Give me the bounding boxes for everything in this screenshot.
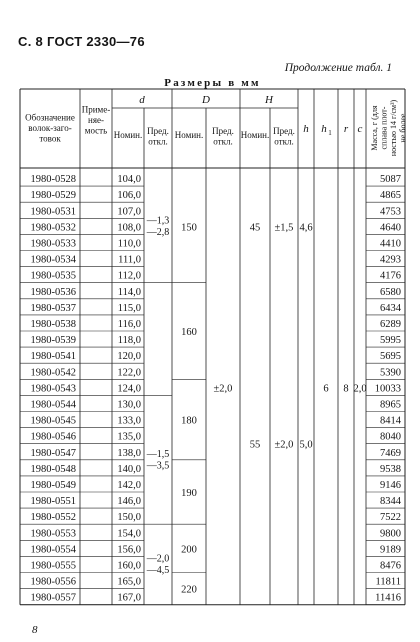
- row-d-nominal: 133,0: [117, 415, 141, 427]
- D-nominal-value: 180: [181, 415, 197, 427]
- mass-header: ностью 14 г/см³): [389, 99, 398, 157]
- row-d-nominal: 146,0: [117, 496, 141, 508]
- row-designation: 1980-0556: [30, 576, 76, 588]
- row-designation: 1980-0534: [30, 254, 76, 266]
- row-mass: 8476: [380, 560, 401, 572]
- row-designation: 1980-0544: [30, 399, 76, 411]
- row-mass: 4176: [380, 270, 401, 282]
- row-d-nominal: 154,0: [117, 528, 141, 540]
- row-mass: 5087: [380, 174, 401, 186]
- H-nominal-value: 45: [249, 222, 261, 234]
- r-value: 8: [343, 383, 349, 395]
- d-tolerance-value: —4,5: [146, 565, 170, 577]
- row-d-nominal: 115,0: [117, 302, 141, 314]
- row-mass: 6289: [380, 319, 401, 330]
- row-d-nominal: 106,0: [117, 190, 141, 202]
- row-d-nominal: 112,0: [117, 270, 141, 282]
- D-nominal-value: 220: [181, 584, 197, 596]
- h1-subscript: 1: [328, 129, 332, 137]
- row-d-nominal: 150,0: [117, 512, 141, 524]
- D-nominal-value: 200: [181, 544, 197, 556]
- mass-header: не более: [398, 113, 408, 143]
- row-d-nominal: 160,0: [117, 560, 141, 572]
- row-d-nominal: 104,0: [117, 174, 141, 186]
- row-designation: 1980-0531: [30, 206, 76, 218]
- row-designation: 1980-0537: [30, 302, 76, 314]
- h-value: 5,0: [299, 439, 313, 451]
- page-footer-mark: 8: [32, 624, 38, 636]
- d-tolerance-value: —1,3: [146, 215, 170, 227]
- h-value: 4,6: [299, 222, 313, 234]
- row-mass: 10033: [374, 383, 401, 395]
- row-d-nominal: 114,0: [117, 286, 141, 298]
- row-designation: 1980-0547: [30, 447, 76, 459]
- row-designation: 1980-0532: [30, 222, 76, 234]
- row-d-nominal: 118,0: [117, 335, 141, 347]
- row-mass: 4640: [380, 222, 401, 234]
- row-mass: 11416: [375, 592, 401, 604]
- D-nominal-header: Номин.: [174, 130, 204, 140]
- row-d-nominal: 108,0: [117, 222, 141, 234]
- row-designation: 1980-0552: [30, 512, 76, 524]
- row-d-nominal: 111,0: [118, 254, 141, 266]
- d-nominal-header: Номин.: [113, 130, 143, 140]
- D-nominal-value: 160: [181, 327, 197, 338]
- row-d-nominal: 138,0: [117, 447, 141, 459]
- row-d-nominal: 124,0: [117, 383, 141, 395]
- row-designation: 1980-0542: [30, 367, 76, 379]
- r-header: r: [343, 123, 349, 135]
- row-designation: 1980-0546: [30, 431, 76, 443]
- row-mass: 7469: [380, 447, 401, 459]
- page-reference: С. 8 ГОСТ 2330—76: [18, 34, 145, 49]
- row-d-nominal: 156,0: [117, 544, 141, 556]
- row-d-nominal: 165,0: [117, 576, 141, 588]
- designation-header: волок-заго-: [28, 123, 72, 133]
- d-tolerance-header: откл.: [148, 136, 168, 147]
- row-designation: 1980-0541: [30, 351, 76, 363]
- row-mass: 4865: [380, 190, 401, 202]
- designation-header: Обозначение: [25, 112, 75, 123]
- d-tolerance-value: —1,5: [146, 449, 170, 461]
- row-mass: 9189: [380, 544, 401, 556]
- row-designation: 1980-0549: [30, 480, 76, 491]
- row-designation: 1980-0533: [30, 238, 76, 250]
- H-nominal-value: 55: [249, 439, 261, 451]
- row-mass: 8040: [380, 431, 401, 443]
- d-tolerance-value: —2,0: [146, 553, 170, 565]
- applicability-header: Приме-: [81, 104, 111, 115]
- D-nominal-value: 190: [181, 488, 197, 499]
- row-designation: 1980-0539: [30, 335, 76, 347]
- row-designation: 1980-0545: [30, 415, 76, 427]
- row-mass: 8414: [380, 415, 401, 427]
- h-header: h: [303, 123, 309, 135]
- row-mass: 6580: [380, 286, 401, 298]
- row-designation: 1980-0543: [30, 383, 76, 395]
- d-tolerance-value: —3,5: [146, 460, 170, 472]
- c-value: 2,0: [353, 383, 367, 395]
- row-designation: 1980-0529: [30, 190, 76, 202]
- D-nominal-value: 150: [181, 222, 197, 234]
- row-designation: 1980-0538: [30, 319, 76, 330]
- c-header: c: [357, 123, 363, 135]
- row-mass: 6434: [380, 302, 401, 314]
- row-designation: 1980-0554: [30, 544, 76, 556]
- D-tolerance-header: откл.: [213, 136, 233, 147]
- row-designation: 1980-0535: [30, 270, 76, 282]
- row-mass: 5390: [380, 367, 401, 379]
- H-tolerance-value: ±2,0: [274, 439, 294, 451]
- h1-header: h: [321, 123, 327, 135]
- row-d-nominal: 167,0: [117, 592, 141, 604]
- mass-header: сплава плот-: [379, 106, 389, 150]
- row-designation: 1980-0551: [30, 496, 76, 508]
- row-mass: 7522: [380, 512, 401, 524]
- d-tolerance-value: —2,8: [146, 227, 170, 239]
- row-designation: 1980-0536: [30, 286, 76, 298]
- table-subtitle: Размеры в мм: [164, 77, 261, 89]
- row-mass: 4753: [380, 206, 401, 218]
- continuation-note: Продолжение табл. 1: [284, 62, 392, 74]
- H-tolerance-header: Пред.: [273, 125, 295, 136]
- row-mass: 8965: [380, 399, 401, 411]
- row-d-nominal: 110,0: [117, 238, 141, 250]
- row-mass: 9538: [380, 463, 401, 475]
- row-mass: 4293: [380, 254, 401, 266]
- row-d-nominal: 142,0: [117, 480, 141, 491]
- applicability-header: няе-: [88, 115, 104, 125]
- applicability-header: мость: [84, 125, 108, 136]
- D-tolerance-header: Пред.: [212, 125, 234, 136]
- designation-header: товок: [39, 133, 61, 144]
- row-d-nominal: 122,0: [117, 367, 141, 379]
- H-nominal-header: Номин.: [240, 130, 270, 140]
- row-d-nominal: 130,0: [117, 399, 141, 411]
- row-mass: 9800: [380, 528, 401, 540]
- D-tolerance-value: ±2,0: [213, 383, 233, 395]
- row-d-nominal: 120,0: [117, 351, 141, 363]
- row-mass: 4410: [380, 238, 401, 250]
- H-tolerance-header: откл.: [274, 136, 294, 147]
- row-mass: 8344: [380, 496, 401, 508]
- row-d-nominal: 116,0: [117, 319, 141, 330]
- D-header: D: [202, 94, 210, 106]
- d-header: d: [139, 94, 145, 106]
- row-designation: 1980-0555: [30, 560, 76, 572]
- h1-value: 6: [323, 383, 329, 395]
- row-d-nominal: 140,0: [117, 463, 141, 475]
- d-tolerance-header: Пред.: [147, 125, 169, 136]
- row-designation: 1980-0528: [30, 174, 76, 186]
- row-designation: 1980-0548: [30, 463, 76, 475]
- row-designation: 1980-0553: [30, 528, 76, 540]
- row-designation: 1980-0557: [30, 592, 76, 604]
- row-mass: 11811: [375, 576, 401, 588]
- row-d-nominal: 135,0: [117, 431, 141, 443]
- row-mass: 5695: [380, 351, 401, 363]
- row-mass: 5995: [380, 335, 401, 347]
- H-tolerance-value: ±1,5: [274, 222, 294, 234]
- mass-header: Масса, г (для: [370, 105, 379, 151]
- H-header: H: [265, 94, 273, 106]
- row-d-nominal: 107,0: [117, 206, 141, 218]
- row-mass: 9146: [380, 480, 401, 491]
